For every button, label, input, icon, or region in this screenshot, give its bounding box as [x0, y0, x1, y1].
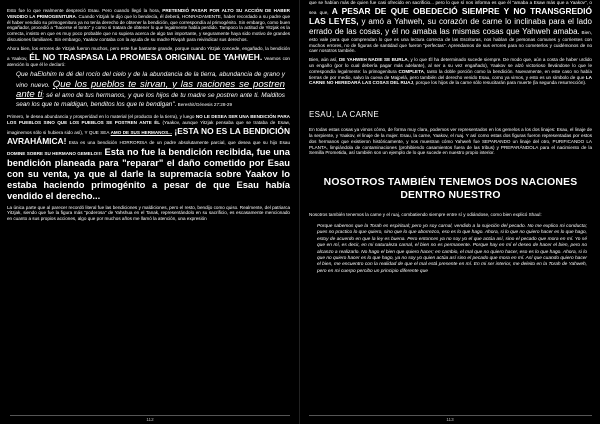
left-p3-run: Esta es una bendición HORRORISA de un padre absolutamente parcial, que desea que su hijo Esau — [66, 139, 290, 145]
left-p1-run: PRETENDIÓ PASAR POR ALTO SU ACCIÓN DE HABER VENDIDO LA PRIMOGENITURA — [7, 8, 290, 19]
left-footer-rule — [10, 415, 290, 416]
right-p2-run: , porque los hijos de la carne sólo resucitarán para muerte (la segunda resurrección). — [413, 80, 587, 86]
left-p2-run: ÉL NO TRASPASA LA PROMESA ORIGINAL DE YAHWEH. — [29, 51, 263, 62]
left-p3-run: Esta no fue la bendición recibida, fue una bendición planeada para "reparar" el daño cometido por Esau con su venta, ya que al darle la supremacía sobre Yaakov lo estaba haciendo primogénito a pesar de que Esau había vendido el derecho... — [7, 145, 290, 201]
left-p1-run: . Cuando Yitzjak le dijo que lo bendecía, él deberá, HONRADAMENTE, haber recordado a su padre que él haber vendido su primogenitura ya no tenía derecho de obtener la bendición, que correspondía al primogénito. Sin embargo, como buen engañador, procedió a "hacerse el tonto" y como si tratara de obtener lo que legalmente había perdido. Tampoco la actitud de Yitzjak es la correcta, insisto en que es muy poco probable que no supiera acerca de algo tan importante, y seguramente haya sido motivo de grandes discusiones familiares. Sin embargo, Yaakov contaba con la ayuda de su madre Rivqah para reivindicar sus derechos. — [7, 13, 291, 42]
right-p2-run: , y lo que Él ha determinado sucede siempre. De modo que, aún a costa de haber urdido un engaño (por lo cual debería pagar más adelante), al ser a su vez engañado), Yaakov se alzó victorioso llevándose lo que le correspondía legalmente: la primogenitura — [309, 57, 592, 74]
left-quote-run: Que haElohim te dé del rocío del cielo y de la abundancia de la tierra, abundancia de grano y vino nuevo. — [16, 71, 285, 89]
left-blockquote — [16, 71, 285, 109]
left-paragraph-2 — [7, 46, 290, 68]
right-paragraph-2 — [309, 57, 592, 86]
right-p2-run: DE YAHWEH NADIE SE BURLA — [338, 57, 408, 63]
right-p1-run: Bien, esto vale para que comprendan lo que es una lectura correcta de las Escrituras, nos hablan de personas comunes y corrientes con muchos errores, no de figuras de santidad que fueron "perfectas". Aprendamos de sus errores para no cometerlos y cuidémonos de no caer nosotros también. — [309, 29, 593, 54]
right-p1-run: y amó a Yahweh, su corazón de carne lo inclinaba para el lado errado de las cosas, y él no amaba las mismas cosas que Yahweh amaba. — [309, 16, 592, 36]
left-p2-run: Veamos con atención lo que él le declaró: — [7, 55, 290, 67]
left-p3-run: AMO DE SUS HERMANOS... — [110, 129, 172, 135]
right-paragraph-4: Nosotros también tenemos la carne y el ruaj, combatiendo siempre entre sí y odiándose, como bien explicó Shaul: — [309, 212, 542, 218]
right-blockquote: Porque sabemos que la Torah es espiritual; pero yo soy carnal, vendido a la sujeción del pecado. No me explico mi conducta; pues no practico lo que quiero, sino que lo que aborrezco, eso es lo que hago. Ahora, si lo que no quiero hacer es lo que hago, estoy de acuerdo en que la ley es buena. Pero entonces ya no soy yo el que actúa así, sino el pecado que mora en mí. Yo sé que en mí, es decir, en mi naturaleza carnal, el bien no es permanente. Porque hay en mí el deseo de hacer el bien, pero no alcanzo a realizarlo. No hago el bien que quiero hacer; en cambio, el mal que no quiero hacer, eso es lo que hago. Ahora, si lo que no quiero hacer es lo que hago, ya no soy yo quien actúa así sino el pecado que mora en mí. Así que cuando quiero hacer el bien, me encuentro con la realidad de que el mal está presente en mí. En mi ser interior, me deleito en la Torah de Yahweh, pero en mi cuerpo percibo un principio diferente que — [317, 223, 587, 274]
section-heading-esau: ESAU, LA CARNE — [309, 110, 380, 120]
left-page-number: 112 — [146, 417, 154, 422]
left-quote-run: Bereshit/Génesis 27:28-29 — [176, 101, 233, 107]
right-p1-run: A PESAR DE QUE OBEDECIÓ SIEMPRE Y NO TRANSGREDIÓ LAS LEYES, — [309, 5, 592, 26]
left-paragraph-1 — [7, 8, 290, 43]
right-paragraph-1 — [309, 0, 592, 54]
right-footer-rule — [309, 415, 592, 416]
right-p2-run: Bien, aún así, — [309, 57, 339, 63]
right-p2-run: LA CARNE NO HEREDARÁ LAS COSAS DEL RUAJ — [309, 74, 592, 86]
left-p2-run: Ahora bien, los errores de Yitzjak fueron muchos, pero este fue bastante grande, porque cuando Yitzjak concede, engañado, la bendición a Yaakov, — [7, 45, 290, 61]
right-p2-run: COMPLETA — [398, 68, 424, 74]
left-p3-run: (Yaakov, aunque Yitzjak pensaba que se trataba de Esaw, imaginemos sólo si hubiera sido así), Y QUE SEA — [7, 119, 290, 135]
left-paragraph-4: La única parte que al parecer recordó literal fue las bendiciones y maldiciones, pero el resto, bendijo como quiso. Realmente, del patriarca Yitzjak, siendo que fue la figura más "poderosa" de Yahshua en el Tanak, representándolo en su sacrificio, es escasamente mencionado en cuanto a sus propios acciones, algo que por muchos años me llamó la atención, una expresión — [7, 204, 290, 222]
left-p3-run: NO LE DESEA SER UNA BENDICIÓN PARA LOS PUEBLOS SINO QUE LOS PUEBLOS SE POSTREN ANTE ÉL — [7, 114, 290, 125]
left-quote-run: Que los pueblos te sirvan, y las naciones se postren ante ti — [16, 78, 285, 101]
right-p1-run: que se habían más de quien fue casi ofrecido en sacrificio... pero lo que sí nos informa es que él "amaba a Esaw más que a Yaakov", o sea que, — [309, 0, 592, 15]
left-p3-run: Primero, le desea abundancia y prosperidad en lo material (el producto de la tierra), y luego — [7, 114, 196, 119]
right-page — [300, 0, 600, 424]
left-paragraph-3 — [7, 114, 290, 201]
left-p3-run: ¡ESTA NO ES LA BENDICIÓN AVRAHÁMICA! — [7, 125, 290, 146]
right-p2-run: , tanto la doble porción como la bendición. Nuevamente, en este caso no había tierras de por medio, salvo la cueva de Majpelá, pero también del derecho venido Esau, como ya vimos, y esto es un símbolo de que — [309, 68, 592, 80]
left-p1-run: Esto fue lo que realmente despreció Esau. Pero cuando llegó la hora, — [7, 8, 163, 13]
section-title-dos-naciones: NOSOTROS TAMBIÉN TENEMOS DOS NACIONES DENTRO NUESTRO — [323, 177, 578, 202]
left-quote-run: ; sé el amo de tus hermanos, y que los hijos de tu madre se postren ante ti. Malditos sean los que te maldigan, benditos los que te bendigan". — [16, 92, 285, 108]
left-p3-run: DOMINE SOBRE SU HERMANO GEMELO!!! — [7, 150, 102, 156]
right-paragraph-3: En todas estas cosas ya vimos cómo, de forma muy clara, podemos ver representados en los gemelos a los dos linajes: Esau, el linaje de la serpiente, y Yaakov, el linaje de la mujer. Esau, la carne, Yaakov, el ruaj. Y así como estas dos figuras fueron representadas por estos dos hermanos que existieron históricamente, y nos muestran cómo Yahweh fue SEPARANDO un linaje del otro, PURIFICANDO LA PLANTA, limpiándola de contaminaciones (prohibiendo casamientos fuera de las tribus) y PREPARÁNDOLA para el nacimiento de la Semilla Prometida, así también son un ejemplo de lo que sucede en nuestro propio interior. — [309, 127, 592, 156]
right-page-number: 113 — [446, 417, 454, 422]
